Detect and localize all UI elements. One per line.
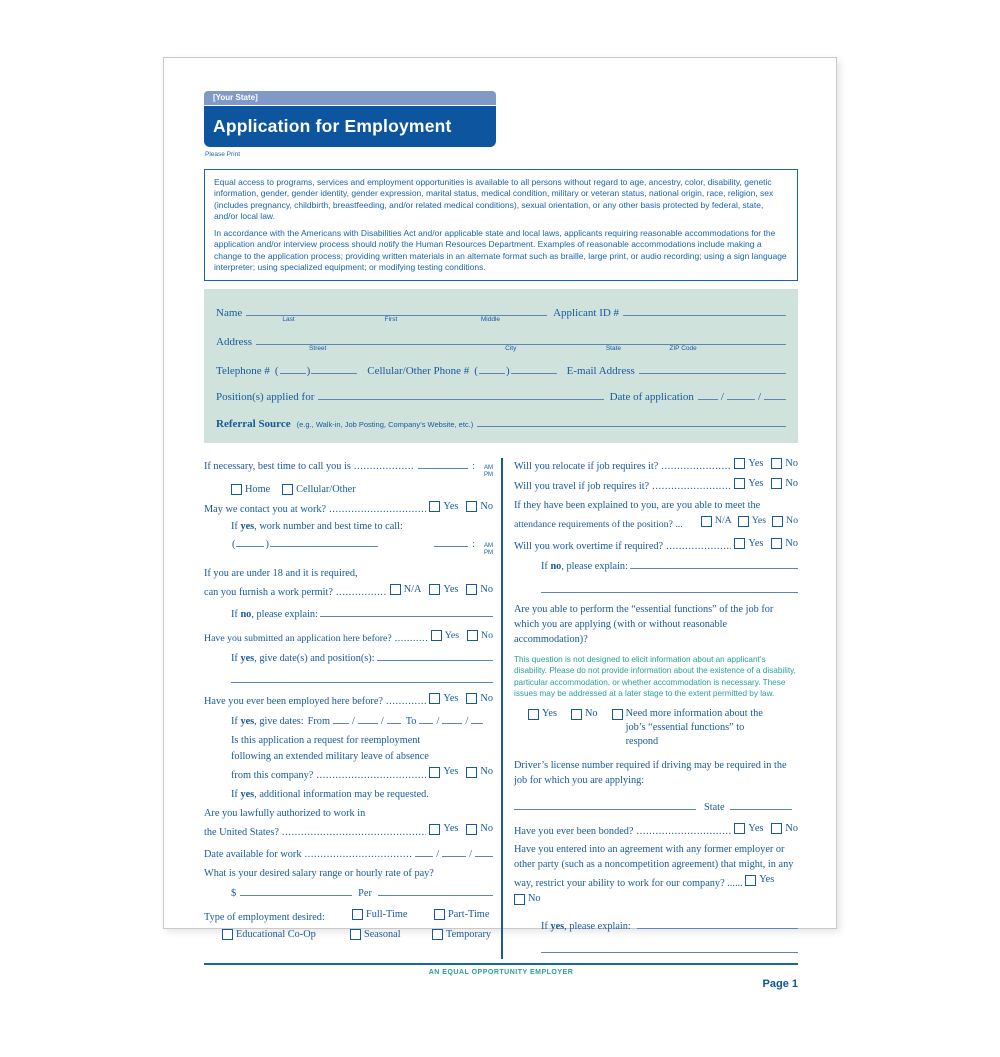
state-label: State xyxy=(704,801,725,813)
referral-source-input-line[interactable] xyxy=(477,416,786,427)
seasonal-checkbox[interactable] xyxy=(350,929,432,940)
part-time-checkbox[interactable] xyxy=(434,909,489,920)
telephone-open-paren: ( xyxy=(274,365,279,378)
please-print-note: Please Print xyxy=(205,151,241,158)
question-employment-type xyxy=(204,909,493,923)
checkbox-icon[interactable] xyxy=(571,709,582,720)
date-of-application-label: Date of application xyxy=(609,391,694,404)
work-area-code-input[interactable] xyxy=(236,536,264,547)
eeo-notice-paragraph-2: In accordance with the Americans with Disabilities Act and/or applicable state and local laws, applicants requiring reasonable accommodations for the application and/or interview process should notify the Human Resources Department. Examples of reasonable accommodations include making a change to the application process; providing written materials in an alternate format such as braille, large print, or audio recording; using a sign language interpreter; using specialized equipment; or modifying testing conditions. xyxy=(214,228,787,273)
educational-coop-checkbox[interactable] xyxy=(222,929,350,940)
checkbox-label: No xyxy=(480,766,493,778)
question-text: Will you relocate if job requires it? xyxy=(514,461,659,473)
question-noncompete xyxy=(514,843,798,911)
no-checkbox[interactable] xyxy=(571,707,598,720)
dotted-leader xyxy=(652,481,731,492)
checkbox-label: No xyxy=(481,630,493,642)
address-sub-street: Street xyxy=(309,345,327,353)
checkbox-icon[interactable] xyxy=(352,909,363,920)
form-title-bar xyxy=(204,106,496,147)
am-pm-label xyxy=(484,543,493,556)
question-text-line1: Is this application a request for reemployment xyxy=(231,735,421,747)
license-input-row xyxy=(514,799,798,813)
checkbox-icon[interactable] xyxy=(738,516,749,527)
license-number-input[interactable] xyxy=(514,799,696,810)
am-label: AM xyxy=(484,543,493,550)
question-relocate xyxy=(514,458,798,472)
to-day-input[interactable] xyxy=(442,713,462,724)
page-number: Page 1 xyxy=(762,978,798,991)
continuation-input-line[interactable] xyxy=(541,582,798,593)
checkbox-icon[interactable] xyxy=(734,823,745,834)
questions-right-column xyxy=(501,458,798,959)
checkbox-label: No xyxy=(786,514,798,526)
checkbox-icon[interactable] xyxy=(429,584,440,595)
explain-continuation-line xyxy=(541,582,798,593)
question-text: Will you travel if job requires it? xyxy=(514,481,650,493)
yes-checkbox[interactable] xyxy=(429,764,458,779)
essential-functions-disclaimer: This question is not designed to elicit information about an applicant’s disability. Please do not provide information about the existence of a disability, particular accommodation, or whether accommodation is necessary. These issues may be addressed at a later stage to the extent permitted by law. xyxy=(514,655,796,699)
question-text: Date available for work xyxy=(204,849,302,861)
checkbox-icon[interactable] xyxy=(467,630,478,641)
question-date-available: Date available for work ..... / / xyxy=(204,846,493,860)
checkbox-icon[interactable] xyxy=(466,824,477,835)
address-sub-city: City xyxy=(505,345,517,353)
yes-checkbox[interactable] xyxy=(734,458,763,469)
applicant-id-label: Applicant ID # xyxy=(553,307,620,320)
checkbox-icon[interactable] xyxy=(231,484,242,495)
question-text-line2: attendance requirements of the position? ... xyxy=(514,518,683,530)
name-label: Name xyxy=(216,307,243,320)
yes-checkbox[interactable] xyxy=(429,693,458,704)
yes-checkbox[interactable] xyxy=(429,501,458,512)
question-employed-before xyxy=(204,693,493,707)
telephone-area-input[interactable] xyxy=(280,363,306,374)
question-text-line3: from this company? xyxy=(231,769,314,781)
phone-type-checkboxes xyxy=(231,484,493,495)
cellular-area-input[interactable] xyxy=(479,363,505,374)
dotted-leader xyxy=(354,461,415,472)
need-more-info-checkbox[interactable] xyxy=(612,707,778,749)
question-text-line1: Are you lawfully authorized to work in xyxy=(204,808,366,819)
eeo-notice-paragraph-1: Equal access to programs, services and employment opportunities is available to all persons without regard to age, ancestry, color, disability, genetic information, gender, gender identity, gender expression, marital status, medical condition, military or veteran status, national origin, race, religion, sex (includes pregnancy, childbirth, breastfeeding, and/or related medical conditions), sexual orientation, or any other basis protected by federal, state, and/or local law. xyxy=(214,177,774,221)
question-drivers-license: Driver’s license number required if driving may be required in the job for which you are applying: xyxy=(514,760,787,786)
question-reemployment-military xyxy=(231,733,493,783)
na-checkbox[interactable] xyxy=(390,582,422,597)
no-checkbox[interactable] xyxy=(466,764,493,779)
dotted-leader xyxy=(282,825,427,840)
yes-checkbox[interactable] xyxy=(734,823,763,834)
explain-input-line[interactable] xyxy=(630,558,798,569)
checkbox-label: No xyxy=(480,583,493,595)
application-date-year-input[interactable] xyxy=(764,389,786,400)
address-row xyxy=(216,334,786,353)
application-date-day-input[interactable] xyxy=(727,389,755,400)
checkbox-label: Yes xyxy=(542,708,557,720)
yes-checkbox[interactable] xyxy=(429,821,458,836)
checkbox-label: Yes xyxy=(443,766,459,778)
to-month-input[interactable] xyxy=(419,713,433,724)
from-label: From xyxy=(307,716,330,728)
checkbox-icon[interactable] xyxy=(734,478,745,489)
cellular-close-paren: ) xyxy=(505,365,510,378)
checkbox-label: Need more information about the job’s “essential functions” to respond xyxy=(625,708,763,748)
available-month-input[interactable] xyxy=(415,846,433,857)
explain-continuation-line-2 xyxy=(541,942,798,953)
yes-checkbox[interactable] xyxy=(431,630,459,641)
checkbox-label: No xyxy=(480,501,493,513)
checkbox-label: Yes xyxy=(748,458,764,470)
checkbox-label: Yes xyxy=(444,630,460,642)
eeo-notice-box xyxy=(204,169,798,281)
name-row xyxy=(216,305,786,324)
questions-section xyxy=(204,458,798,959)
dotted-leader xyxy=(395,633,428,644)
question-text: If necessary, best time to call you is xyxy=(204,461,351,473)
checkbox-icon[interactable] xyxy=(734,458,745,469)
checkbox-icon[interactable] xyxy=(466,584,477,595)
dotted-leader xyxy=(637,826,732,837)
checkbox-label: N/A xyxy=(403,583,422,595)
checkbox-label: No xyxy=(785,538,798,550)
checkbox-icon[interactable] xyxy=(528,709,539,720)
question-text: What is your desired salary range or hourly rate of pay? xyxy=(204,868,434,880)
checkbox-icon[interactable] xyxy=(434,909,445,920)
full-time-checkbox[interactable] xyxy=(352,909,434,920)
checkbox-icon[interactable] xyxy=(514,894,525,905)
checkbox-icon[interactable] xyxy=(466,767,477,778)
yes-checkbox[interactable] xyxy=(528,707,557,720)
question-salary xyxy=(204,868,493,879)
referral-source-hint: (e.g., Walk-in, Job Posting, Company’s Website, etc.) xyxy=(296,420,474,430)
checkbox-label: Yes xyxy=(443,501,459,513)
checkbox-label: Yes xyxy=(748,478,764,490)
address-label: Address xyxy=(216,336,253,349)
checkbox-icon[interactable] xyxy=(429,693,440,704)
no-checkbox[interactable] xyxy=(771,823,798,834)
equal-opportunity-note: AN EQUAL OPPORTUNITY EMPLOYER xyxy=(428,969,574,977)
checkbox-icon[interactable] xyxy=(432,929,443,940)
pm-label: PM xyxy=(484,471,493,478)
checkbox-icon[interactable] xyxy=(429,767,440,778)
checkbox-label: Yes xyxy=(443,823,459,835)
checkbox-icon[interactable] xyxy=(222,929,233,940)
checkbox-label: Temporary xyxy=(446,929,492,941)
question-attendance xyxy=(514,498,798,532)
checkbox-label: Cellular/Other xyxy=(296,484,356,496)
dotted-leader xyxy=(316,768,426,783)
work-number-input[interactable] xyxy=(270,536,378,547)
checkbox-label: Yes xyxy=(443,583,459,595)
close-paren: ) xyxy=(265,539,269,551)
checkbox-label: No xyxy=(480,823,493,835)
question-text-line1: If they have been explained to you, are you able to meet the xyxy=(514,500,761,512)
question-text: Type of employment desired: xyxy=(204,912,325,924)
question-travel xyxy=(514,478,798,492)
telephone-close-paren: ) xyxy=(306,365,311,378)
checkbox-icon[interactable] xyxy=(745,875,756,886)
best-time-input[interactable] xyxy=(418,458,468,469)
question-work-authorization xyxy=(204,806,493,840)
email-label: E-mail Address xyxy=(566,365,635,378)
question-text: May we contact you at work? xyxy=(204,504,327,516)
checkbox-icon[interactable] xyxy=(350,929,361,940)
no-checkbox[interactable] xyxy=(771,458,798,469)
address-input-line[interactable] xyxy=(256,334,786,353)
checkbox-icon[interactable] xyxy=(429,824,440,835)
checkbox-icon[interactable] xyxy=(772,516,783,527)
question-text-line2: can you furnish a work permit? xyxy=(204,587,333,599)
checkbox-icon[interactable] xyxy=(390,584,401,595)
name-sub-middle: Middle xyxy=(480,316,501,324)
dotted-leader xyxy=(666,541,731,552)
if-yes-additional-info-note: If yes, additional information may be requested. xyxy=(231,789,429,800)
checkbox-label: No xyxy=(785,822,798,834)
name-sub-last: Last xyxy=(282,316,295,324)
checkbox-icon[interactable] xyxy=(701,516,712,527)
applicant-info-section xyxy=(204,289,798,443)
available-day-input[interactable] xyxy=(442,846,466,857)
form-sheet xyxy=(163,57,837,991)
no-checkbox[interactable] xyxy=(467,630,493,641)
continuation-input-line[interactable] xyxy=(541,942,798,953)
if-yes-employment-dates-row: If yes, give dates: From / / To / / xyxy=(231,713,493,727)
am-label: AM xyxy=(484,465,493,472)
temporary-checkbox[interactable] xyxy=(432,929,491,940)
referral-source-row xyxy=(216,416,786,430)
dotted-leader xyxy=(305,849,413,860)
checkbox-label: Yes xyxy=(748,538,764,550)
question-essential-functions: Are you able to perform the “essential functions” of the job for which you are applying (with or without reasonable accommodation)? xyxy=(514,604,774,646)
no-checkbox[interactable] xyxy=(514,892,541,907)
na-checkbox[interactable] xyxy=(701,514,732,529)
if-yes-work-number-note: If yes, work number and best time to call: xyxy=(231,521,403,533)
salary-input-row xyxy=(231,885,493,899)
dates-positions-input-line[interactable] xyxy=(377,650,493,661)
question-application-before xyxy=(204,630,493,644)
checkbox-label: Yes xyxy=(751,514,767,526)
checkbox-label: No xyxy=(785,478,798,490)
checkbox-label: Yes xyxy=(443,693,459,705)
checkbox-icon[interactable] xyxy=(612,709,623,720)
checkbox-icon[interactable] xyxy=(734,538,745,549)
address-sub-state: State xyxy=(605,345,621,353)
question-best-time-to-call xyxy=(204,458,493,478)
checkbox-label: Educational Co-Op xyxy=(236,929,316,941)
yes-checkbox[interactable] xyxy=(429,582,458,597)
state-tag-label: [Your State] xyxy=(213,93,258,102)
license-state-input[interactable] xyxy=(730,799,792,810)
yes-checkbox[interactable] xyxy=(734,538,763,549)
time-colon: : xyxy=(472,461,475,473)
no-checkbox[interactable] xyxy=(771,478,798,489)
salary-amount-input[interactable] xyxy=(240,885,352,896)
application-date-month-input[interactable] xyxy=(698,389,718,400)
cellular-label: Cellular/Other Phone # xyxy=(367,365,470,378)
checkbox-icon[interactable] xyxy=(771,538,782,549)
dotted-leader xyxy=(329,504,426,515)
checkbox-label: Full-Time xyxy=(366,909,408,921)
cellular-open-paren: ( xyxy=(474,365,478,378)
no-checkbox[interactable] xyxy=(466,501,493,512)
to-label: To xyxy=(405,716,417,728)
questions-left-column xyxy=(204,458,501,959)
checkbox-label: Yes xyxy=(748,822,764,834)
positions-row xyxy=(216,389,786,403)
work-number-input-row xyxy=(231,536,493,556)
question-text: Have you ever been employed here before? xyxy=(204,696,383,708)
work-best-time-input[interactable] xyxy=(434,536,468,547)
if-no-explain-row: If no, please explain: xyxy=(231,606,493,620)
explain-input-line[interactable] xyxy=(320,606,493,617)
dotted-leader xyxy=(386,696,426,707)
continuation-input-line[interactable] xyxy=(231,672,493,683)
name-sub-first: First xyxy=(384,316,398,324)
employment-type-row-2 xyxy=(204,929,493,940)
question-bonded xyxy=(514,823,798,837)
question-text: Have you submitted an application here before? xyxy=(204,633,392,645)
referral-source-label: Referral Source xyxy=(216,418,291,431)
am-pm-label xyxy=(484,465,493,478)
if-no-explain-row: If no, please explain: xyxy=(541,558,798,572)
open-paren: ( xyxy=(232,539,236,551)
cellular-other-checkbox[interactable] xyxy=(282,484,355,495)
question-text: Have you ever been bonded? xyxy=(514,825,634,837)
question-text: Have you entered into an agreement with any former employer or other party (such as a noncompetition agreement) that might, in any way, restrict your ability to work for our company? ...... xyxy=(514,843,794,889)
no-checkbox[interactable] xyxy=(466,582,493,597)
yes-checkbox[interactable] xyxy=(734,478,763,489)
date-slash: / xyxy=(720,391,724,404)
checkbox-label: No xyxy=(480,693,493,705)
time-colon: : xyxy=(472,539,475,551)
yes-checkbox[interactable] xyxy=(745,873,774,888)
checkbox-icon[interactable] xyxy=(771,823,782,834)
address-sub-zip: ZIP Code xyxy=(669,345,697,353)
checkbox-icon[interactable] xyxy=(466,501,477,512)
pm-label: PM xyxy=(484,549,493,556)
checkbox-icon[interactable] xyxy=(466,693,477,704)
checkbox-label: N/A xyxy=(714,514,732,526)
date-slash: / xyxy=(757,391,761,404)
per-label: Per xyxy=(358,888,372,900)
checkbox-label: Yes xyxy=(759,873,775,885)
positions-label: Position(s) applied for xyxy=(216,391,315,404)
checkbox-label: Home xyxy=(245,484,271,496)
no-checkbox[interactable] xyxy=(772,514,798,529)
dotted-leader xyxy=(336,585,387,600)
dates-positions-continuation-line xyxy=(231,672,493,683)
checkbox-label: No xyxy=(785,458,798,470)
checkbox-label: Seasonal xyxy=(364,929,401,941)
question-contact-at-work xyxy=(204,501,493,515)
checkbox-label: No xyxy=(528,892,541,904)
if-yes-dates-positions-row: If yes, give date(s) and position(s): xyxy=(231,650,493,664)
no-checkbox[interactable] xyxy=(466,693,493,704)
dotted-leader xyxy=(661,461,731,472)
question-text-line1: If you are under 18 and it is required, xyxy=(204,568,358,580)
dollar-sign: $ xyxy=(231,888,237,900)
email-input-line[interactable] xyxy=(639,363,786,374)
home-checkbox[interactable] xyxy=(231,484,270,495)
to-year-input[interactable] xyxy=(471,713,483,724)
explain-input-line[interactable] xyxy=(637,918,798,929)
from-day-input[interactable] xyxy=(358,713,378,724)
question-overtime xyxy=(514,538,798,552)
salary-period-input[interactable] xyxy=(378,885,493,896)
no-checkbox[interactable] xyxy=(466,821,493,836)
name-input-line[interactable] xyxy=(246,305,547,324)
applicant-id-input-line[interactable] xyxy=(623,305,786,316)
available-year-input[interactable] xyxy=(475,846,493,857)
telephone-label: Telephone # xyxy=(216,365,270,378)
footer-divider xyxy=(204,963,798,965)
yes-checkbox[interactable] xyxy=(738,514,766,529)
checkbox-icon[interactable] xyxy=(429,501,440,512)
no-checkbox[interactable] xyxy=(771,538,798,549)
from-year-input[interactable] xyxy=(387,713,401,724)
checkbox-label: Part-Time xyxy=(448,909,490,921)
question-text: Will you work overtime if required? xyxy=(514,541,664,553)
checkbox-label: No xyxy=(584,708,598,720)
question-work-permit xyxy=(204,566,493,600)
checkbox-icon[interactable] xyxy=(282,484,293,495)
question-text-line2: the United States? xyxy=(204,826,279,838)
checkbox-icon[interactable] xyxy=(771,478,782,489)
checkbox-icon[interactable] xyxy=(431,630,442,641)
telephone-number-input[interactable] xyxy=(311,363,357,374)
phone-email-row xyxy=(216,363,786,377)
cellular-number-input[interactable] xyxy=(511,363,557,374)
page-footer xyxy=(204,963,798,990)
essential-functions-options xyxy=(528,707,798,749)
from-month-input[interactable] xyxy=(333,713,349,724)
state-tag-bar xyxy=(204,91,496,105)
question-text-line2: following an extended military leave of absence xyxy=(231,750,429,762)
checkbox-icon[interactable] xyxy=(771,458,782,469)
positions-input-line[interactable] xyxy=(318,389,603,400)
page-title: Application for Employment xyxy=(213,116,452,136)
if-yes-explain-row: If yes, please explain: xyxy=(541,918,798,932)
